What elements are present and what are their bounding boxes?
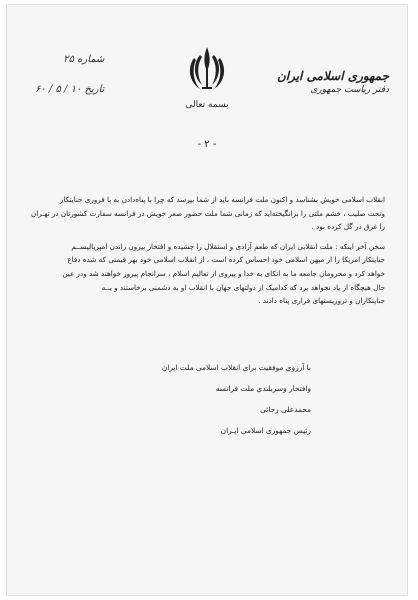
closing-wish: با آرزوی موفقیت برای انقلاب اسلامی ملت ایران <box>161 363 311 372</box>
reference-number: شماره ۲۵ <box>63 54 105 65</box>
closing-wish-2: وافتخار وسربلندی ملت فرانسه <box>215 384 311 393</box>
letter-body <box>29 193 385 308</box>
body-line: را غرق در گل کرده بود . <box>311 222 385 232</box>
body-line: حال هیچگاه از یاد نخواهد برد که کدامیک از دولتهای جهان با انقلاب او به دشمنی برخاستند و بــه <box>101 282 385 292</box>
body-line: انقلاب اسلامی خویش بشناسد و اکنون ملت فرانسه باید از شما بپرسد که چرا با پناه‌دادن به‌ با فروری جنایتکار <box>59 195 385 204</box>
handwritten-reference <box>35 45 104 105</box>
body-line: خواهد کرد و محرومان جامعه ما به اتکای به خدا و پیروی از تعالیم اسلام ، سرانجام پیروز خواهند شد ودر عین <box>62 268 385 278</box>
closing-signature <box>162 357 311 441</box>
body-line: سخن آخر اینکه : ملت انقلابی ایران که طعم آزادی و استقلال را چشیده و افتخار بیرون راندن امپریالیســم <box>71 241 385 251</box>
document-page <box>6 4 408 596</box>
emblem-caption: بسمه تعالی <box>185 100 229 110</box>
emblem-icon <box>185 43 229 95</box>
body-line: جنایتکار امریکا را از میهن اسلامی خود احساس کرده است ، از انقلاب اسلامی خود بهر قیمتی که شده دفاع <box>67 255 385 265</box>
body-line: جنایتکاران و تروریستهای فراری پناه دادند . <box>258 296 385 306</box>
reference-date: تاریخ ۱۰ / ۵ / ۶۰ <box>35 84 105 95</box>
letterhead-office: دفتر ریاست جمهوری <box>310 85 389 95</box>
signatory-title: رئیس جمهوری اسلامی ایـران <box>220 426 311 435</box>
letterhead <box>277 69 389 95</box>
body-line: وتحت صلیب ، خشم ملتی را برانگیخته‌اید که زمانی شما ملت حضور صعر خویش در فرانسه سفارت کشورتان در تهـران <box>30 208 385 218</box>
state-emblem <box>184 43 230 110</box>
signatory-name: محمدعلی رجائی <box>260 405 311 414</box>
letterhead-country: جمهوری اسلامی ایران <box>276 69 389 83</box>
page-number: - ۲ - <box>197 139 217 150</box>
